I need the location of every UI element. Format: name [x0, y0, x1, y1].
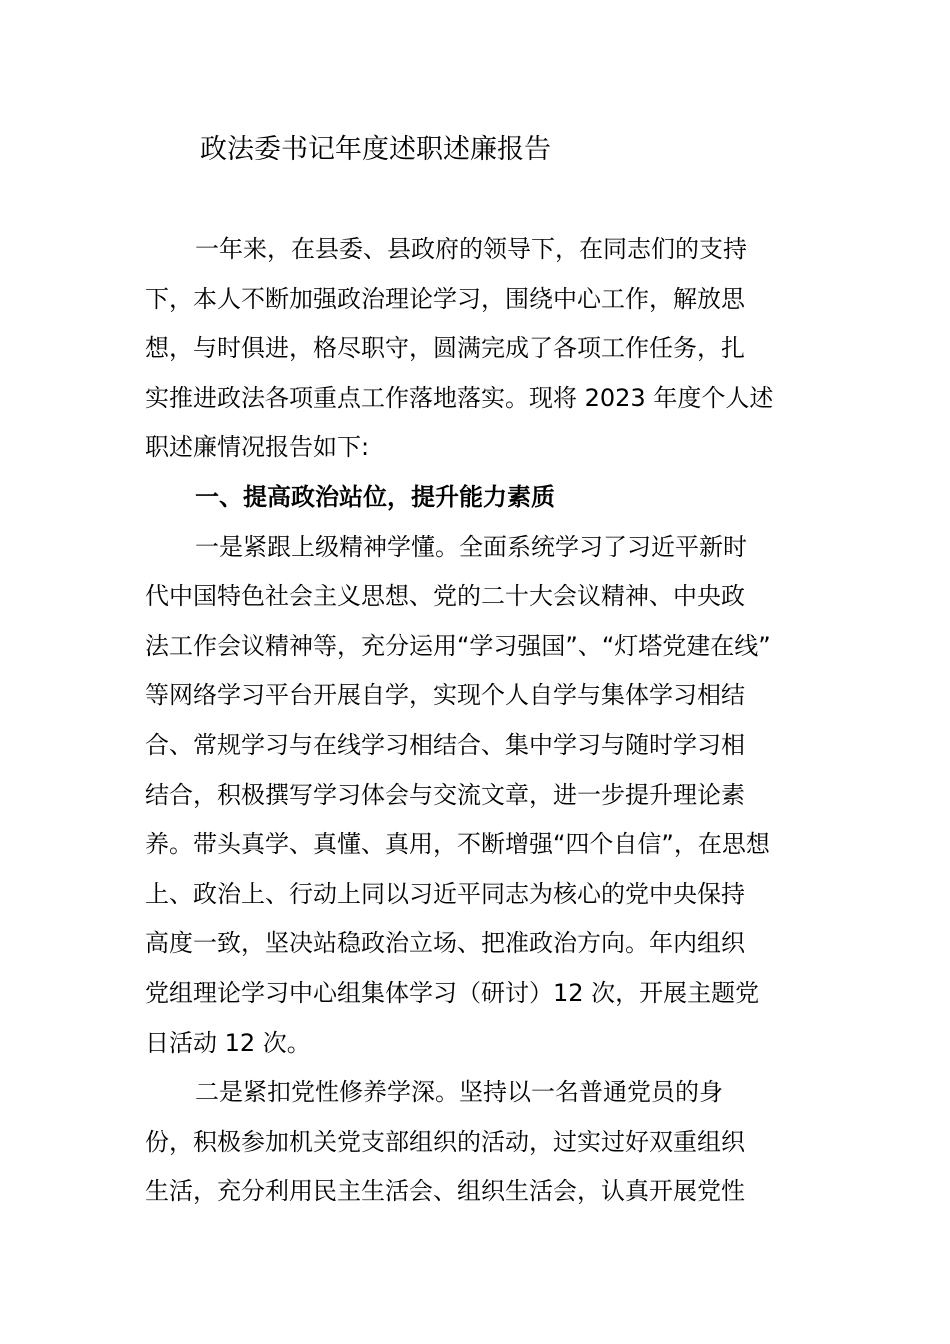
document-body	[145, 225, 810, 1217]
paragraph-line: 生活，充分利用民主生活会、组织生活会，认真开展党性	[145, 1177, 745, 1206]
document-title: 政法委书记年度述职述廉报告	[200, 134, 551, 165]
paragraph-line: 合、常规学习与在线学习相结合、集中学习与随时学习相	[145, 730, 745, 759]
paragraph-line: 下，本人不断加强政治理论学习，围绕中心工作，解放思	[145, 284, 745, 313]
paragraph-line: 党组理论学习中心组集体学习（研讨）12 次，开展主题党	[145, 978, 760, 1007]
paragraph-line: 结合，积极撰写学习体会与交流文章，进一步提升理论素	[145, 780, 745, 809]
paragraph-line: 日活动 12 次。	[145, 1028, 311, 1057]
paragraph-line: 高度一致，坚决站稳政治立场、把准政治方向。年内组织	[145, 929, 745, 958]
paragraph-line: 份，积极参加机关党支部组织的活动，过实过好双重组织	[145, 1127, 745, 1156]
paragraph-line: 实推进政法各项重点工作落地落实。现将 2023 年度个人述	[145, 383, 774, 412]
paragraph-line: 二是紧扣党性修养学深。坚持以一名普通党员的身	[195, 1078, 723, 1107]
paragraph-line: 一年来，在县委、县政府的领导下，在同志们的支持	[195, 235, 747, 263]
paragraph-line: 等网络学习平台开展自学，实现个人自学与集体学习相结	[145, 681, 745, 710]
paragraph-line: 代中国特色社会主义思想、党的二十大会议精神、中央政	[145, 582, 745, 611]
paragraph-line: 想，与时俱进，格尽职守，圆满完成了各项工作任务，扎	[145, 334, 745, 363]
paragraph-line: 养。带头真学、真懂、真用，不断增强“四个自信”，在思想	[145, 830, 770, 859]
paragraph-line: 一是紧跟上级精神学懂。全面系统学习了习近平新时	[195, 532, 747, 561]
paragraph-line: 上、政治上、行动上同以习近平同志为核心的党中央保持	[145, 879, 745, 908]
section-heading: 一、提高政治站位，提升能力素质	[195, 482, 555, 511]
paragraph-line: 法工作会议精神等，充分运用“学习强国”、“灯塔党建在线”	[145, 631, 771, 660]
paragraph-line: 职述廉情况报告如下:	[145, 433, 370, 462]
